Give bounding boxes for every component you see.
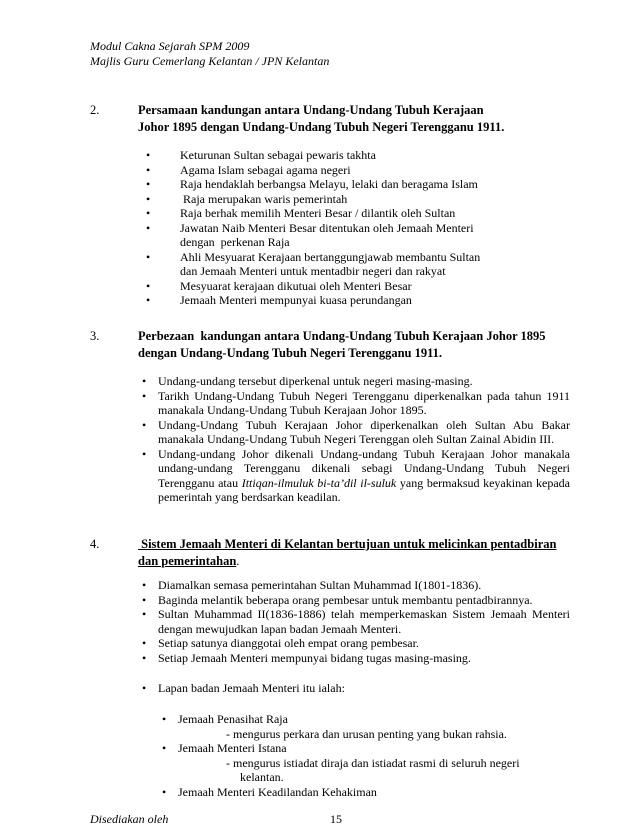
bullet-icon: • [162,784,167,799]
sub-list-item: • Jemaah Penasihat Raja - mengurus perkara dan urusan penting yang bukan rahsia. [162,712,507,741]
bullet-list [138,148,558,308]
section-title-line-1: Perbezaan kandungan antara Undang-Undang Tubuh Kerajaan Johor 1895 [138,329,546,343]
page-number: 15 [330,812,342,826]
bullet-icon: • [142,446,147,461]
section-title-line-2: dan pemerintahan [138,553,237,568]
bullet-icon: • [142,417,147,432]
bullet-icon: • [146,220,151,235]
section-title [138,102,570,135]
section-2 [90,102,570,314]
bullet-list [138,578,570,696]
list-item: • Setiap satunya dianggotai oleh empat orang pembesar. [142,636,419,650]
bullet-icon: • [142,592,147,607]
list-item: • Raja berhak memilih Menteri Besar / dilantik oleh Sultan [146,206,456,220]
section-title [138,328,570,361]
sub-bullet-list [158,712,570,799]
bullet-icon: • [142,374,147,388]
list-item: • Sultan Muhammad II(1836-1886) telah memperkemaskan Sistem Jemaah Menteri dengan mewujudkan lapan badan Jemaah Menteri. [142,607,570,636]
section-title: Sistem Jemaah Menteri di Kelantan bertujuan untuk melicinkan pentadbiran dan pemerintahan. [138,537,557,568]
list-item: • Tarikh Undang-Undang Tubuh Negeri Terengganu diperkenalkan pada tahun 1911 manakala Undang-Undang Tubuh Kerajaan Johor 1895. [142,388,570,417]
section-number: 3. [90,329,100,343]
list-item: • Baginda melantik beberapa orang pembesar untuk membantu pentadbirannya. [142,592,533,607]
bullet-icon: • [146,293,151,307]
list-item: • Ahli Mesyuarat Kerajaan bertanggungjawab membantu Sultan dan Jemaah Menteri untuk mentadbir negeri dan rakyat [146,249,481,278]
bullet-icon: • [142,650,147,665]
list-item: • Undang-undang tersebut diperkenal untuk negeri masing-masing. [142,374,473,388]
list-item: • Setiap Jemaah Menteri mempunyai bidang tugas masing-masing. [142,650,471,665]
footer-prepared-by: Disediakan oleh [90,812,169,826]
section-title-line-2: Johor 1895 dengan Undang-Undang Tubuh Negeri Terengganu 1911. [138,119,505,134]
bullet-icon: • [142,607,147,621]
sub-list-item: • Jemaah Menteri Keadilandan Kehakiman [162,784,377,799]
section-3 [90,328,570,524]
list-item: • Agama Islam sebagai agama negeri [146,162,351,177]
section-4 [90,536,570,806]
list-item: • Jawatan Naib Menteri Besar ditentukan oleh Jemaah Menteri dengan perkenan Raja [146,220,474,249]
section-number: 4. [90,537,100,551]
list-item: • Lapan badan Jemaah Menteri itu ialah: [142,681,345,695]
header-line-1: Modul Cakna Sejarah SPM 2009 [90,39,250,53]
sub-list-item: • Jemaah Menteri Istana - mengurus istiadat diraja dan istiadat rasmi di seluruh negeri kelantan. [162,741,520,784]
italic-term: Ittiqan-ilmuluk bi-ta’dil il-suluk [241,475,397,490]
page-header [90,39,329,69]
bullet-icon: • [146,191,151,206]
bullet-icon: • [142,636,147,650]
section-title-line-1: Persamaan kandungan antara Undang-Undang Tubuh Kerajaan [138,103,484,117]
list-item: • Raja merupakan waris pemerintah [146,191,348,206]
bullet-icon: • [146,162,151,177]
bullet-icon: • [146,206,151,220]
bullet-icon: • [146,148,151,162]
list-item: • Raja hendaklah berbangsa Melayu, lelaki dan beragama Islam [146,177,478,191]
bullet-icon: • [142,388,147,403]
bullet-icon: • [146,278,151,293]
header-line-2: Majlis Guru Cemerlang Kelantan / JPN Kelantan [90,54,330,68]
bullet-list [138,374,570,505]
section-title-line-1: Sistem Jemaah Menteri di Kelantan bertujuan untuk melicinkan pentadbiran [138,537,557,551]
section-title-line-2: dengan Undang-Undang Tubuh Negeri Terengganu 1911. [138,345,443,360]
list-item: • Keturunan Sultan sebagai pewaris takhta [146,148,376,162]
list-item: • Jemaah Menteri mempunyai kuasa perundangan [146,293,412,307]
section-number: 2. [90,103,100,117]
bullet-icon: • [142,681,147,695]
bullet-icon: • [146,249,151,264]
bullet-icon: • [146,177,151,191]
bullet-icon: • [162,741,167,755]
list-item: • Undang-undang Johor dikenali Undang-undang Tubuh Kerajaan Johor manakala undang-undang Terengganu dikenali sebagi Undang-Undang Tubuh Negeri Terengganu atau Ittiqan-ilmuluk bi-ta’dil il-suluk yang bermaksud keyakinan kepada pemerintah yang berdsarkan keadilan. [142,446,571,504]
bullet-icon: • [162,712,167,726]
list-item: • Undang-Undang Tubuh Kerajaan Johor diperkenalkan oleh Sultan Abu Bakar manakala Undang-Undang Tubuh Negeri Terenggan oleh Sultan Zainal Abidin III. [142,417,570,446]
list-item: • Diamalkan semasa pemerintahan Sultan Muhammad I(1801-1836). [142,578,482,592]
list-item: • Mesyuarat kerajaan dikutuai oleh Menteri Besar [146,278,412,293]
bullet-icon: • [142,578,147,592]
